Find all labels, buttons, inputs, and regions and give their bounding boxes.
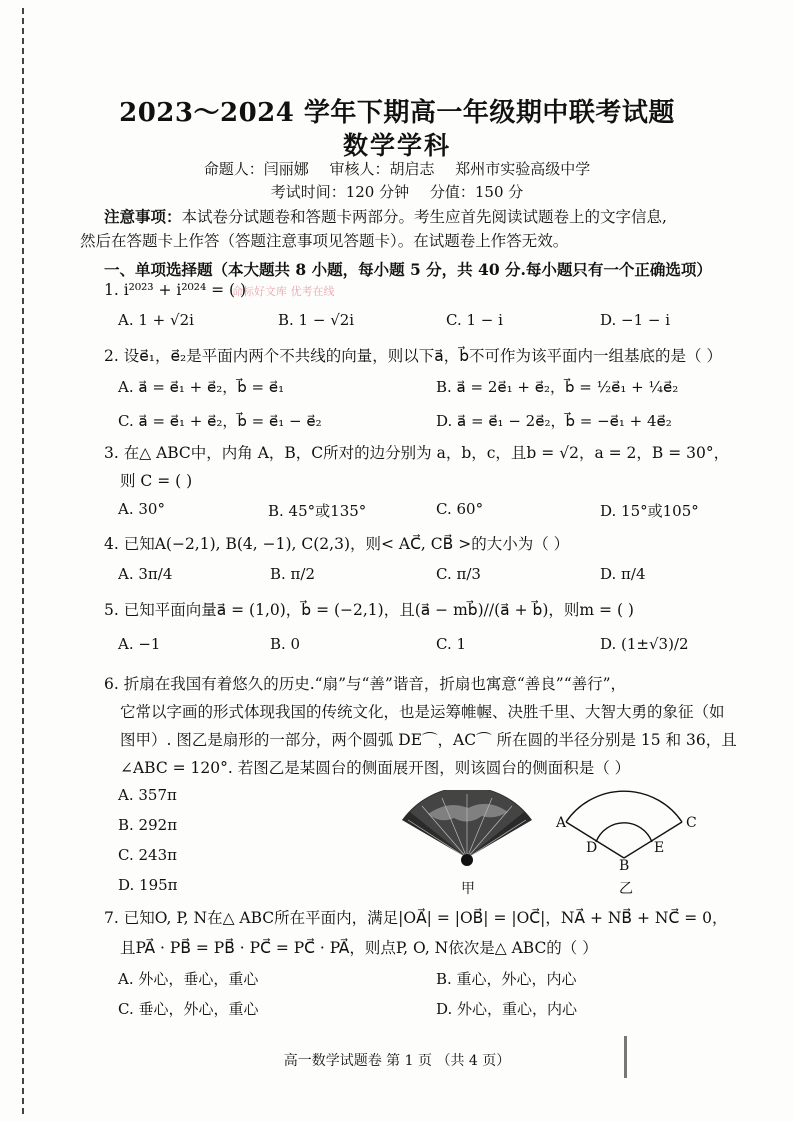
- notes-label: 注意事项：: [104, 207, 182, 226]
- q4-option-c: C. π/3: [436, 565, 481, 583]
- fig2-label: 乙: [619, 881, 633, 897]
- q4-stem: 4. 已知A(−2,1), B(4, −1), C(2,3)，则< AC⃗, CB⃗ >的大小为（ ）: [104, 535, 570, 553]
- q7-line1: 7. 已知O, P, N在△ ABC所在平面内，满足|OA⃗| = |OB⃗| = |OC⃗|，NA⃗ + NB⃗ + NC⃗ = 0，: [104, 909, 728, 927]
- q3-stem-line1: 3. 在△ ABC中，内角 A，B，C所对的边分别为 a，b，c，且b = √2，a = 2，B = 30°，: [104, 444, 730, 462]
- sector-figure: [548, 782, 698, 866]
- q2-option-c: C. a⃗ = e⃗₁ + e⃗₂，b⃗ = e⃗₁ − e⃗₂: [118, 412, 322, 430]
- fan-figure: [398, 790, 536, 876]
- reviewer: 审核人：胡启志: [329, 160, 435, 178]
- setter: 命题人：闫丽娜: [203, 160, 309, 178]
- notes-line1: 本试卷分试题卷和答题卡两部分。考生应首先阅读试题卷上的文字信息,: [181, 208, 667, 226]
- subject-title: 数学学科: [342, 131, 451, 160]
- q1-option-c: C. 1 − i: [446, 311, 503, 329]
- authors-line: [0, 158, 794, 179]
- q3-option-a: A. 30°: [118, 500, 165, 518]
- q6-line1: 6. 折扇在我国有着悠久的历史.“扇”与“善”谐音，折扇也寓意“善良”“善行”，: [104, 675, 627, 693]
- q3-stem-line2: 则 C = ( ): [120, 472, 193, 490]
- section1-header: 一、单项选择题（本大题共 8 小题，每小题 5 分，共 40 分.每小题只有一个正确选项）: [104, 260, 712, 279]
- q6-option-a: A. 357π: [118, 786, 177, 804]
- q5-stem: 5. 已知平面向量a⃗ = (1,0)，b⃗ = (−2,1)，且(a⃗ − mb⃗)//(a⃗ + b⃗)，则m = ( ): [104, 601, 634, 619]
- exam-score: 分值：150 分: [429, 183, 524, 201]
- point-b-label: B: [619, 858, 630, 874]
- q5-option-a: A. −1: [118, 635, 161, 653]
- q2-option-d: D. a⃗ = e⃗₁ − 2e⃗₂，b⃗ = −e⃗₁ + 4e⃗₂: [436, 412, 672, 430]
- q3-option-b: B. 45°或135°: [268, 502, 367, 520]
- q2-stem: 2. 设e⃗₁，e⃗₂是平面内两个不共线的向量，则以下a⃗，b⃗不可作为该平面内一组基底的是（ ）: [104, 347, 722, 365]
- point-d-label: D: [586, 840, 598, 856]
- q3-option-c: C. 60°: [436, 500, 484, 518]
- point-e-label: E: [654, 840, 665, 856]
- notes-line2: 然后在答题卡上作答（答题注意事项见答题卡）。在试题卷上作答无效。: [80, 232, 569, 250]
- q4-option-a: A. 3π/4: [118, 565, 173, 583]
- q1-stem: 1. i²⁰²³ + i²⁰²⁴ = ( ): [104, 281, 247, 299]
- q5-option-d: D. (1±√3)/2: [600, 635, 689, 653]
- sector-diagram: [548, 782, 698, 862]
- q2-option-b: B. a⃗ = 2e⃗₁ + e⃗₂，b⃗ = ½e⃗₁ + ¼e⃗₂: [436, 378, 679, 396]
- point-a-label: A: [556, 815, 567, 831]
- q6-option-c: C. 243π: [118, 846, 177, 864]
- q1-option-d: D. −1 − i: [600, 311, 671, 329]
- q2-option-a: A. a⃗ = e⃗₁ + e⃗₂，b⃗ = e⃗₁: [118, 378, 285, 396]
- fan-image: [398, 790, 536, 872]
- watermark-stamp: 命标好文库 优考在线: [232, 285, 335, 298]
- q3-option-d: D. 15°或105°: [600, 502, 699, 520]
- exam-time: 考试时间：120 分钟: [270, 183, 410, 201]
- q7-option-c: C. 垂心，外心，重心: [118, 1000, 259, 1018]
- page-footer: 高一数学试题卷 第 1 页 （共 4 页）: [283, 1053, 511, 1069]
- q6-option-d: D. 195π: [118, 876, 178, 894]
- q4-option-d: D. π/4: [600, 565, 646, 583]
- q7-option-d: D. 外心，重心，内心: [436, 1000, 578, 1018]
- exam-notes: [80, 205, 744, 253]
- exam-info-line: [0, 181, 794, 202]
- point-c-label: C: [686, 815, 697, 831]
- q6-line4: ∠ABC = 120°. 若图乙是某圆台的侧面展开图，则该圆台的侧面积是（ ）: [120, 759, 631, 777]
- q6-line2: 它常以字画的形式体现我国的传统文化，也是运筹帷幄、决胜千里、大智大勇的象征（如: [120, 703, 725, 721]
- q4-option-b: B. π/2: [270, 565, 316, 583]
- q5-option-b: B. 0: [270, 635, 301, 653]
- fig1-label: 甲: [461, 881, 475, 897]
- q1-option-a: A. 1 + √2i: [118, 311, 194, 329]
- exam-title: 2023～2024 学年下期高一年级期中联考试题: [119, 98, 675, 128]
- q7-option-a: A. 外心，垂心，重心: [118, 970, 259, 988]
- school: 郑州市实验高级中学: [455, 160, 591, 178]
- q1-option-b: B. 1 − √2i: [278, 311, 355, 329]
- q6-line3: 图甲）. 图乙是扇形的一部分，两个圆弧 DE⌒，AC⌒ 所在圆的半径分别是 15 和 36，且: [120, 731, 737, 749]
- q6-option-b: B. 292π: [118, 816, 178, 834]
- q7-option-b: B. 重心，外心，内心: [436, 970, 577, 988]
- q5-option-c: C. 1: [436, 635, 467, 653]
- q7-line2: 且PA⃗ · PB⃗ = PB⃗ · PC⃗ = PC⃗ · PA⃗，则点P, O, N依次是△ ABC的（ ）: [120, 939, 598, 957]
